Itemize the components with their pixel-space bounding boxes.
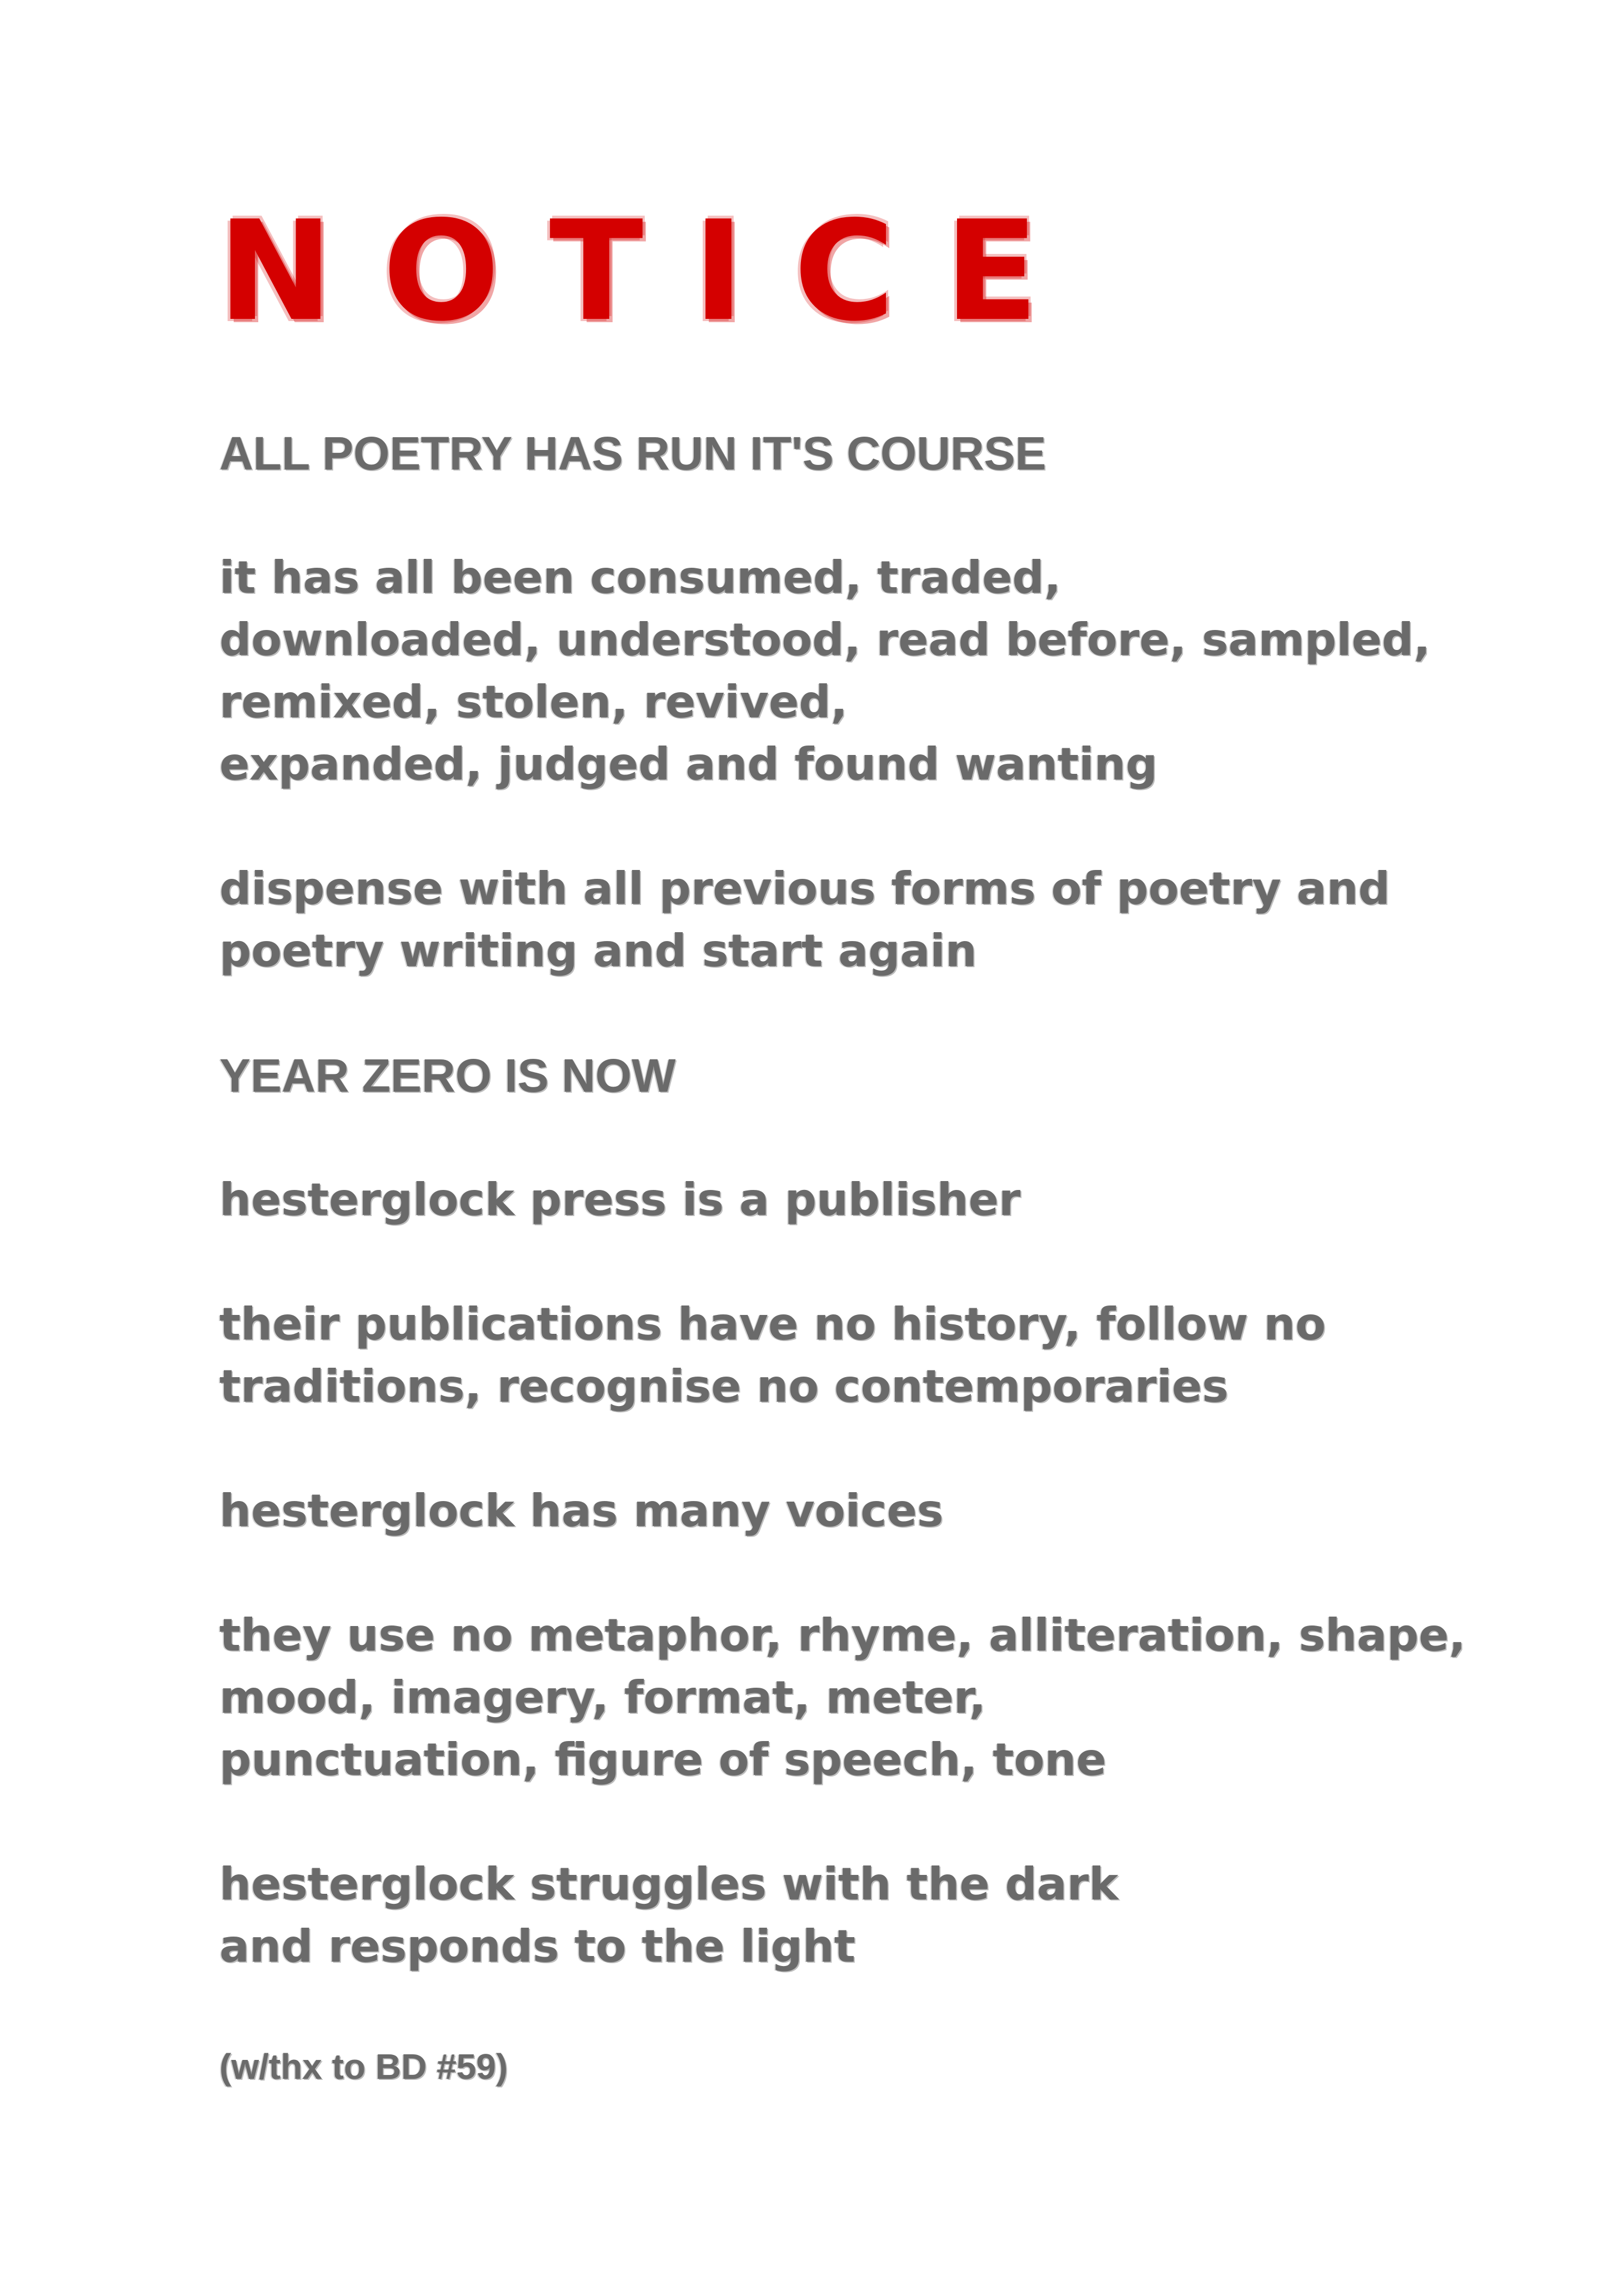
text-line: hesterglock press is a publisher: [219, 1174, 1021, 1225]
paragraph: [219, 422, 1497, 484]
paragraph: [219, 858, 1497, 982]
text-line: expanded, judged and found wanting: [219, 738, 1158, 790]
paragraph: [219, 1853, 1497, 1978]
text-line: and responds to the light: [219, 1920, 855, 1972]
paragraph: [219, 547, 1497, 796]
text-line: downloaded, understood, read before, sampled,: [219, 614, 1431, 666]
text-line: punctuation, figure of speech, tone: [219, 1734, 1106, 1785]
text-line: mood, imagery, format, meter,: [219, 1672, 986, 1723]
page-title: NOTICE: [218, 192, 1088, 352]
paragraph: [219, 1044, 1497, 1107]
paragraph: [219, 1480, 1497, 1542]
text-line: traditions, recognise no contemporaries: [219, 1360, 1229, 1412]
text-line: poetry writing and start again: [219, 925, 977, 977]
text-line: it has all been consumed, traded,: [219, 552, 1061, 603]
text-line: their publications have no history, follow no: [219, 1298, 1326, 1350]
paragraph: [219, 1169, 1497, 1231]
paragraph: [219, 1293, 1497, 1418]
text-line: remixed, stolen, revived,: [219, 676, 848, 728]
text-line: dispense with all previous forms of poetry and: [219, 863, 1390, 914]
heading-line: YEAR ZERO IS NOW: [219, 1049, 676, 1102]
heading-line: ALL POETRY HAS RUN IT'S COURSE: [219, 427, 1046, 479]
footnote: (w/thx to BD #59): [219, 2047, 508, 2087]
paragraph: [219, 1604, 1497, 1791]
text-line: hesterglock struggles with the dark: [219, 1858, 1119, 1910]
text-line: hesterglock has many voices: [219, 1485, 944, 1537]
text-line: they use no metaphor, rhyme, alliteration, shape,: [219, 1609, 1466, 1661]
manifesto-body: [219, 422, 1497, 2160]
